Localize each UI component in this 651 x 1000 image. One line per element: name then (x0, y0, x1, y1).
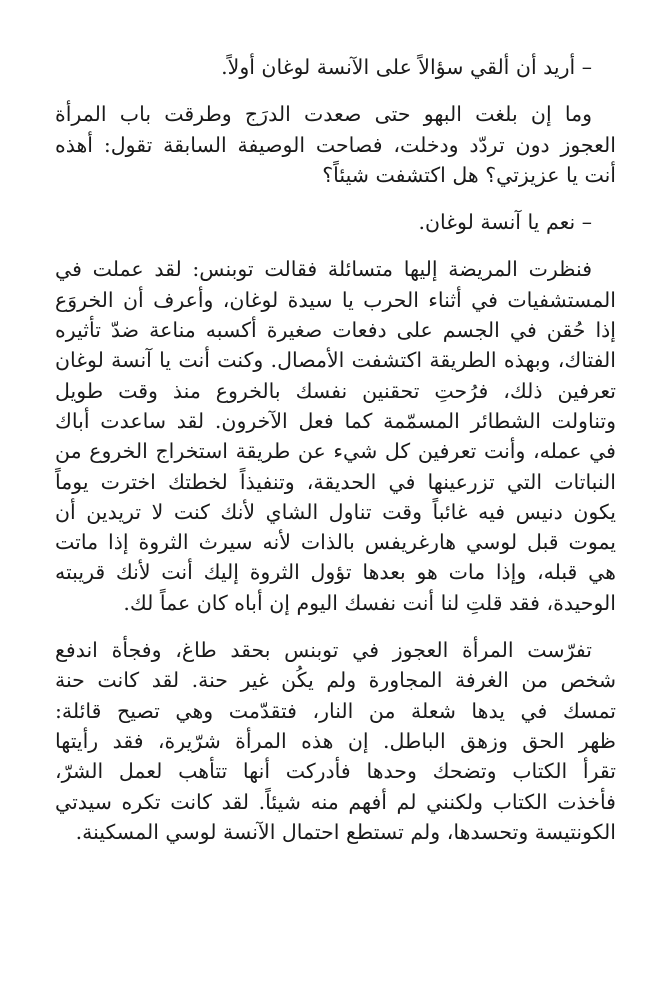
text-line: تقرأ الكتاب وتضحك وحدها فأدركت أنها تتأهب لعمل الشرّ، (55, 759, 616, 784)
narrative-paragraph-2 (55, 254, 616, 618)
text-line: الكونتيسة وتحسدها، ولم تستطع احتمال الآنسة لوسي المسكينة. (75, 819, 616, 844)
book-page (55, 52, 616, 864)
text-line: تفرّست المرأة العجوز في توبنس بحقد طاغ، وفجأة اندفع (55, 638, 592, 663)
text-line: هي قبله، وإذا مات هو بعدها تؤول الثروة إليك أنت لأنك قريبته (55, 560, 616, 585)
text-line: – أريد أن ألقي سؤالاً على الآنسة لوغان أولاً. (221, 55, 592, 79)
narrative-paragraph-1 (55, 99, 616, 190)
text-line: في عمله، وأنت تعرفين كل شيء عن طريقة استخراج الخروع من (55, 439, 616, 464)
narrative-paragraph-3 (55, 635, 616, 847)
text-line: وما إن بلغت البهو حتى صعدت الدرَج وطرقت باب المرأة (55, 102, 592, 127)
text-line: تمسك في يدها شعلة من النار، فتقدّمت وهي تصيح قائلة: (55, 698, 616, 723)
text-line: فأخذت الكتاب ولكنني لم أفهم منه شيئاً. لقد كانت تكره سيدتي (55, 789, 616, 814)
dialogue-paragraph-2 (55, 207, 616, 237)
text-line: وتناولت الشطائر المسمّمة كما فعل الآخرون. لقد ساعدت أباك (55, 408, 616, 433)
text-line: الوحيدة، فقد قلتِ لنا أنت نفسك اليوم إن أباه كان عماً لك. (123, 590, 616, 615)
text-line: ظهر الحق وزهق الباطل. إن هذه المرأة شرّيرة، فقد رأيتها (55, 728, 616, 753)
text-line: يكون دنيس فيه غائباً وقت تناول الشاي لأنك كنت لا تريدين أن (55, 499, 616, 524)
text-line: – نعم يا آنسة لوغان. (418, 210, 592, 235)
text-line: الفتاك، وبهذه الطريقة اكتشفت الأمصال. وكنت أنت يا آنسة لوغان (55, 348, 616, 373)
text-line: فنظرت المريضة إليها متسائلة فقالت توبنس: لقد عملت في (55, 257, 592, 282)
text-line: العجوز دون تردّد ودخلت، فصاحت الوصيفة السابقة تقول: أهذه (55, 132, 616, 157)
text-line: يموت قبل لوسي هارغريفس بالذات لأنه سيرث الثروة إذا ماتت (55, 530, 616, 555)
text-line: شخص من الغرفة المجاورة ولم يكُن غير حنة. لقد كانت حنة (55, 668, 616, 693)
text-line: المستشفيات في أثناء الحرب يا سيدة لوغان، وأعرف أن الخروَع (55, 287, 616, 312)
text-line: النباتات التي تزرعينها في الحديقة، وتنفيذاً لخطتك اخترت يوماً (55, 469, 616, 494)
dialogue-paragraph-1 (55, 52, 616, 82)
text-line: تعرفين ذلك، فرُحتِ تحقنين نفسك بالخروع منذ وقت طويل (55, 378, 616, 403)
text-line: إذا حُقن في الجسم على دفعات صغيرة أكسبه مناعة ضدّ تأثيره (55, 318, 616, 343)
text-line: أنت يا عزيزتي؟ هل اكتشفت شيئاً؟ (322, 162, 616, 187)
